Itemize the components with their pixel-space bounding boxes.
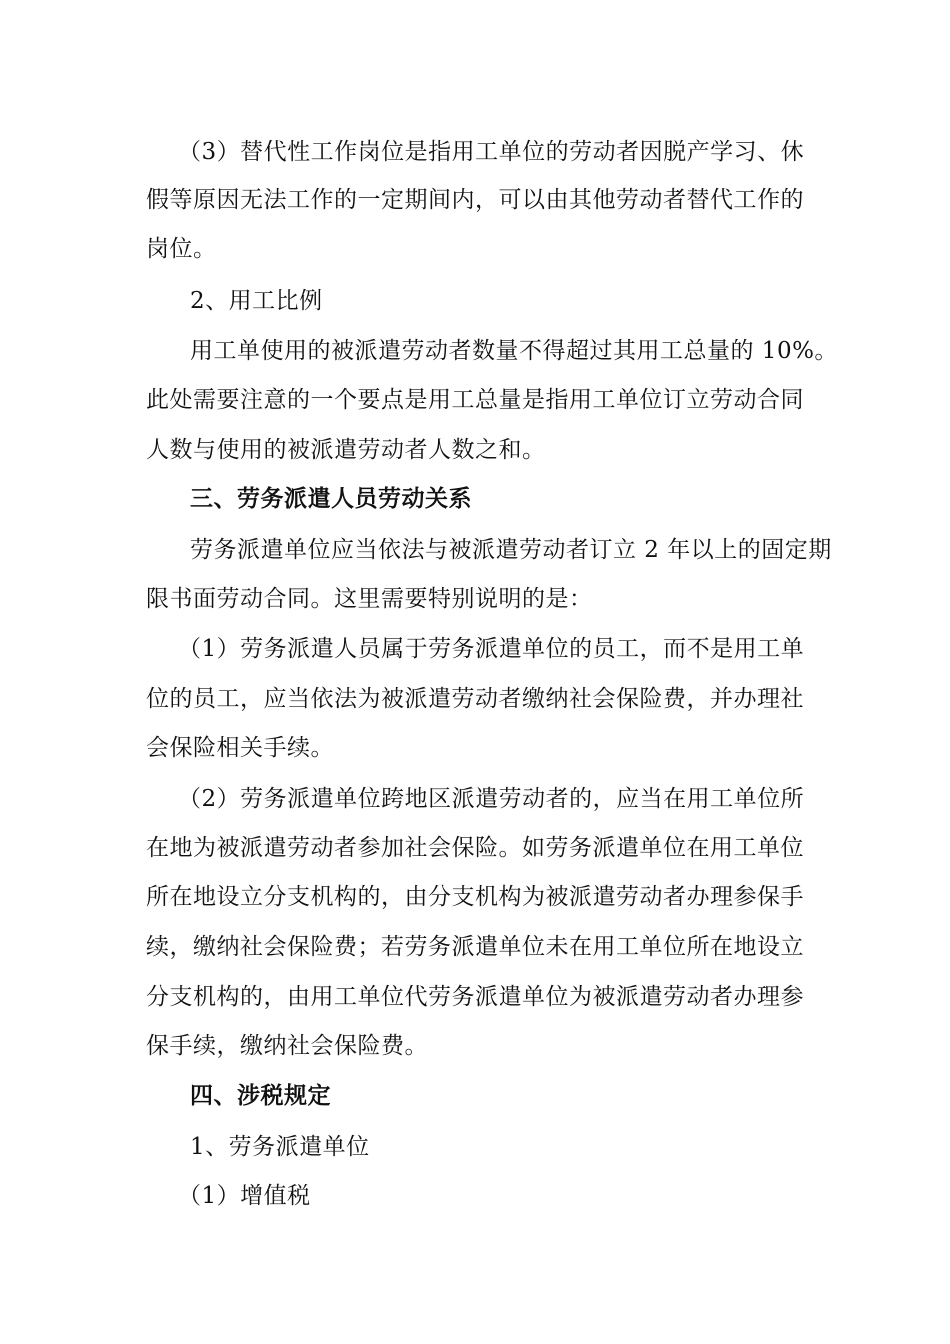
paragraph-line: 在地为被派遣劳动者参加社会保险。如劳务派遣单位在用工单位 <box>146 835 804 861</box>
paragraph-line: 限书面劳动合同。这里需要特别说明的是： <box>146 586 593 612</box>
paragraph-line: 所在地设立分支机构的，由分支机构为被派遣劳动者办理参保手 <box>146 884 804 910</box>
paragraph-line: 用工单使用的被派遣劳动者数量不得超过其用工总量的 10%。 <box>190 338 838 364</box>
paragraph-line: （3）替代性工作岗位是指用工单位的劳动者因脱产学习、休 <box>178 139 805 165</box>
paragraph-line: 劳务派遣单位应当依法与被派遣劳动者订立 2 年以上的固定期 <box>190 537 832 563</box>
section-subheading: 2、用工比例 <box>190 288 323 314</box>
paragraph-line: 假等原因无法工作的一定期间内，可以由其他劳动者替代工作的 <box>146 187 804 213</box>
paragraph-line: 会保险相关手续。 <box>146 735 334 761</box>
paragraph-line: 此处需要注意的一个要点是用工总量是指用工单位订立劳动合同 <box>146 387 804 413</box>
paragraph-line: 保手续，缴纳社会保险费。 <box>146 1033 428 1059</box>
paragraph-line: 续，缴纳社会保险费；若劳务派遣单位未在用工单位所在地设立 <box>146 934 804 960</box>
paragraph-line: 分支机构的，由用工单位代劳务派遣单位为被派遣劳动者办理参 <box>146 984 804 1010</box>
paragraph-line: 人数与使用的被派遣劳动者人数之和。 <box>146 437 546 463</box>
section-subheading: （1）增值税 <box>178 1183 311 1209</box>
section-subheading: 1、劳务派遣单位 <box>190 1134 370 1160</box>
paragraph-line: 位的员工，应当依法为被派遣劳动者缴纳社会保险费，并办理社 <box>146 686 804 712</box>
paragraph-line: （2）劳务派遣单位跨地区派遣劳动者的，应当在用工单位所 <box>178 786 805 812</box>
paragraph-line: 岗位。 <box>146 236 217 262</box>
section-heading: 三、劳务派遣人员劳动关系 <box>190 485 472 512</box>
section-heading: 四、涉税规定 <box>190 1082 331 1109</box>
paragraph-line: （1）劳务派遣人员属于劳务派遣单位的员工，而不是用工单 <box>178 636 805 662</box>
